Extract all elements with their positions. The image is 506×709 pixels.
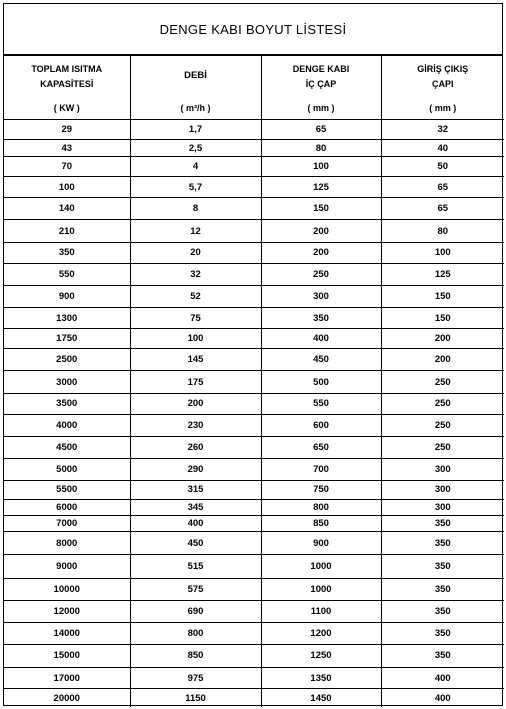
cell-inner-diameter: 850 xyxy=(261,516,381,532)
cell-flow: 2,5 xyxy=(130,139,261,156)
table-row xyxy=(4,139,504,156)
cell-flow: 175 xyxy=(130,371,261,394)
cell-inlet-outlet: 150 xyxy=(381,285,504,307)
cell-inner-diameter: 800 xyxy=(261,500,381,516)
cell-capacity: 210 xyxy=(4,220,130,242)
cell-flow: 100 xyxy=(130,329,261,349)
cell-inner-diameter: 80 xyxy=(261,139,381,156)
cell-inner-diameter: 150 xyxy=(261,198,381,220)
cell-inlet-outlet: 300 xyxy=(381,458,504,480)
header-capacity xyxy=(4,56,130,119)
cell-inlet-outlet: 65 xyxy=(381,177,504,198)
cell-flow: 8 xyxy=(130,198,261,220)
cell-inner-diameter: 200 xyxy=(261,220,381,242)
header-inner-diameter xyxy=(261,56,381,119)
cell-capacity: 7000 xyxy=(4,516,130,532)
cell-inlet-outlet: 350 xyxy=(381,600,504,622)
cell-inner-diameter: 450 xyxy=(261,349,381,371)
table-row xyxy=(4,458,504,480)
cell-inlet-outlet: 300 xyxy=(381,480,504,499)
cell-inner-diameter: 600 xyxy=(261,414,381,436)
cell-capacity: 6000 xyxy=(4,500,130,516)
cell-inner-diameter: 750 xyxy=(261,480,381,499)
cell-capacity: 3000 xyxy=(4,371,130,394)
cell-inlet-outlet: 200 xyxy=(381,329,504,349)
cell-flow: 975 xyxy=(130,668,261,689)
cell-capacity: 550 xyxy=(4,263,130,285)
table-row xyxy=(4,220,504,242)
table-row xyxy=(4,436,504,458)
cell-flow: 20 xyxy=(130,242,261,263)
cell-flow: 850 xyxy=(130,644,261,667)
size-list-sheet xyxy=(3,3,503,706)
cell-inlet-outlet: 350 xyxy=(381,555,504,578)
table-row xyxy=(4,285,504,307)
table-row xyxy=(4,480,504,499)
header-inlet-outlet xyxy=(381,56,504,119)
cell-flow: 400 xyxy=(130,516,261,532)
header-capacity-line1: TOPLAM ISITMA xyxy=(31,64,103,74)
cell-capacity: 100 xyxy=(4,177,130,198)
header-flow xyxy=(130,56,261,119)
cell-flow: 75 xyxy=(130,307,261,328)
cell-capacity: 140 xyxy=(4,198,130,220)
header-flow-label: DEBİ xyxy=(184,70,207,81)
cell-inlet-outlet: 400 xyxy=(381,668,504,689)
cell-inner-diameter: 65 xyxy=(261,119,381,139)
cell-inlet-outlet: 150 xyxy=(381,307,504,328)
cell-capacity: 8000 xyxy=(4,532,130,555)
table-row xyxy=(4,600,504,622)
cell-inner-diameter: 250 xyxy=(261,263,381,285)
cell-flow: 52 xyxy=(130,285,261,307)
page-title: DENGE KABI BOYUT LİSTESİ xyxy=(4,4,502,56)
table-row xyxy=(4,198,504,220)
cell-inlet-outlet: 350 xyxy=(381,644,504,667)
cell-flow: 575 xyxy=(130,578,261,600)
cell-capacity: 14000 xyxy=(4,622,130,644)
cell-capacity: 12000 xyxy=(4,600,130,622)
cell-flow: 515 xyxy=(130,555,261,578)
cell-flow: 290 xyxy=(130,458,261,480)
cell-capacity: 29 xyxy=(4,119,130,139)
header-inner-diameter-line2: İÇ ÇAP xyxy=(305,79,337,89)
cell-capacity: 3500 xyxy=(4,394,130,414)
cell-capacity: 43 xyxy=(4,139,130,156)
cell-inner-diameter: 100 xyxy=(261,157,381,177)
cell-inner-diameter: 650 xyxy=(261,436,381,458)
cell-inner-diameter: 400 xyxy=(261,329,381,349)
cell-inlet-outlet: 350 xyxy=(381,516,504,532)
cell-inlet-outlet: 65 xyxy=(381,198,504,220)
table-row xyxy=(4,157,504,177)
cell-capacity: 4000 xyxy=(4,414,130,436)
header-flow-unit: ( m³/h ) xyxy=(180,102,211,113)
cell-inner-diameter: 1250 xyxy=(261,644,381,667)
cell-inner-diameter: 900 xyxy=(261,532,381,555)
table-row xyxy=(4,329,504,349)
cell-capacity: 1750 xyxy=(4,329,130,349)
cell-flow: 4 xyxy=(130,157,261,177)
cell-inner-diameter: 1000 xyxy=(261,555,381,578)
cell-inner-diameter: 550 xyxy=(261,394,381,414)
cell-inner-diameter: 125 xyxy=(261,177,381,198)
header-inner-diameter-line1: DENGE KABI xyxy=(292,64,350,74)
cell-flow: 690 xyxy=(130,600,261,622)
size-table xyxy=(4,56,504,707)
cell-inlet-outlet: 250 xyxy=(381,436,504,458)
table-row xyxy=(4,242,504,263)
cell-inlet-outlet: 350 xyxy=(381,578,504,600)
cell-flow: 1150 xyxy=(130,689,261,707)
cell-inner-diameter: 1450 xyxy=(261,689,381,707)
cell-inlet-outlet: 100 xyxy=(381,242,504,263)
table-row xyxy=(4,263,504,285)
cell-inlet-outlet: 50 xyxy=(381,157,504,177)
cell-flow: 450 xyxy=(130,532,261,555)
cell-inlet-outlet: 300 xyxy=(381,500,504,516)
cell-flow: 1,7 xyxy=(130,119,261,139)
table-row xyxy=(4,622,504,644)
cell-capacity: 5000 xyxy=(4,458,130,480)
cell-flow: 5,7 xyxy=(130,177,261,198)
cell-inlet-outlet: 250 xyxy=(381,414,504,436)
cell-inner-diameter: 700 xyxy=(261,458,381,480)
cell-inlet-outlet: 40 xyxy=(381,139,504,156)
table-row xyxy=(4,177,504,198)
cell-inlet-outlet: 125 xyxy=(381,263,504,285)
cell-capacity: 4500 xyxy=(4,436,130,458)
cell-flow: 230 xyxy=(130,414,261,436)
cell-flow: 32 xyxy=(130,263,261,285)
cell-flow: 315 xyxy=(130,480,261,499)
cell-inlet-outlet: 400 xyxy=(381,689,504,707)
table-row xyxy=(4,668,504,689)
table-row xyxy=(4,394,504,414)
table-row xyxy=(4,578,504,600)
table-row xyxy=(4,516,504,532)
cell-capacity: 15000 xyxy=(4,644,130,667)
cell-capacity: 9000 xyxy=(4,555,130,578)
table-body xyxy=(4,119,504,707)
table-row xyxy=(4,555,504,578)
header-capacity-unit: ( KW ) xyxy=(53,102,80,113)
cell-inlet-outlet: 350 xyxy=(381,532,504,555)
cell-capacity: 350 xyxy=(4,242,130,263)
cell-flow: 12 xyxy=(130,220,261,242)
table-row xyxy=(4,500,504,516)
cell-flow: 200 xyxy=(130,394,261,414)
table-row xyxy=(4,414,504,436)
table-row xyxy=(4,349,504,371)
cell-inner-diameter: 1100 xyxy=(261,600,381,622)
header-capacity-line2: KAPASİTESİ xyxy=(40,79,94,89)
cell-inner-diameter: 500 xyxy=(261,371,381,394)
cell-inner-diameter: 1200 xyxy=(261,622,381,644)
table-row xyxy=(4,307,504,328)
cell-inner-diameter: 350 xyxy=(261,307,381,328)
cell-inner-diameter: 1000 xyxy=(261,578,381,600)
cell-inlet-outlet: 250 xyxy=(381,394,504,414)
header-inlet-outlet-line2: ÇAPI xyxy=(431,79,454,89)
header-row xyxy=(4,56,504,119)
cell-capacity: 2500 xyxy=(4,349,130,371)
cell-capacity: 17000 xyxy=(4,668,130,689)
header-inner-diameter-unit: ( mm ) xyxy=(307,102,335,113)
header-inlet-outlet-unit: ( mm ) xyxy=(429,102,457,113)
cell-inlet-outlet: 350 xyxy=(381,622,504,644)
table-row xyxy=(4,689,504,707)
cell-flow: 800 xyxy=(130,622,261,644)
cell-inlet-outlet: 200 xyxy=(381,349,504,371)
cell-inlet-outlet: 250 xyxy=(381,371,504,394)
table-row xyxy=(4,532,504,555)
table-row xyxy=(4,644,504,667)
cell-flow: 260 xyxy=(130,436,261,458)
cell-flow: 345 xyxy=(130,500,261,516)
cell-capacity: 900 xyxy=(4,285,130,307)
cell-capacity: 20000 xyxy=(4,689,130,707)
header-inlet-outlet-line1: GİRİŞ ÇIKIŞ xyxy=(417,64,469,74)
cell-inner-diameter: 300 xyxy=(261,285,381,307)
cell-capacity: 70 xyxy=(4,157,130,177)
cell-capacity: 5500 xyxy=(4,480,130,499)
table-row xyxy=(4,119,504,139)
cell-inlet-outlet: 80 xyxy=(381,220,504,242)
cell-inlet-outlet: 32 xyxy=(381,119,504,139)
cell-inner-diameter: 200 xyxy=(261,242,381,263)
cell-capacity: 10000 xyxy=(4,578,130,600)
cell-capacity: 1300 xyxy=(4,307,130,328)
cell-flow: 145 xyxy=(130,349,261,371)
cell-inner-diameter: 1350 xyxy=(261,668,381,689)
table-row xyxy=(4,371,504,394)
